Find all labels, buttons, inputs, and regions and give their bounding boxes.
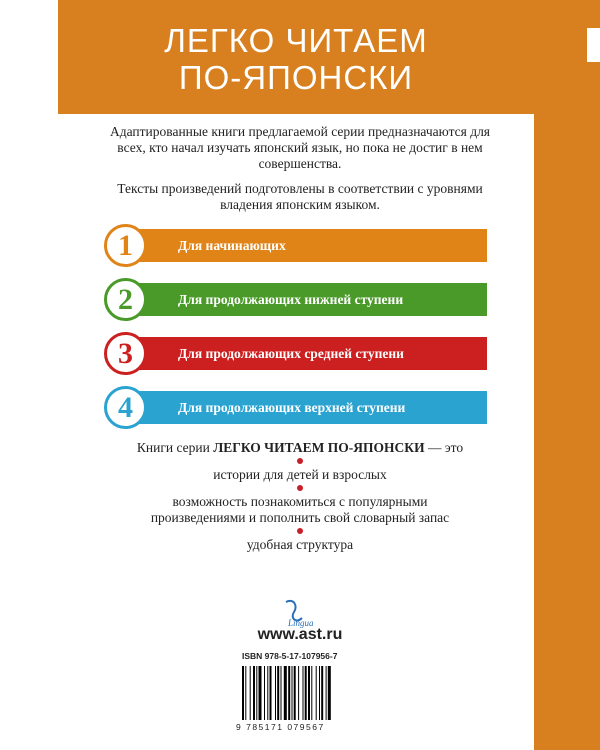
barcode-bar [259,666,262,720]
barcode-number: 9 785171 079567 [236,722,325,732]
barcode-bar [294,666,296,720]
series-title-line-2: ПО-ЯПОНСКИ [178,59,414,96]
level-1 [104,224,487,267]
level-3-label: Для продолжающих средней ступени [178,346,404,361]
barcode-bar [284,666,287,720]
level-2-number: 2 [104,278,147,321]
barcode-bar [281,666,282,720]
barcode-bar [267,666,268,720]
series-heading-prefix: Книги серии [136,440,214,455]
level-3-bar [126,337,487,370]
barcode [238,664,370,724]
series-heading-title: ЛЕГКО ЧИТАЕМ ПО-ЯПОНСКИ [213,440,425,455]
intro-text [100,124,500,222]
level-2 [104,278,487,321]
feature-item-1: истории для детей и взрослых [213,467,387,482]
series-title-banner [58,0,534,114]
series-features-heading [100,440,500,456]
barcode-bar [242,666,244,720]
level-3-number: 3 [104,332,147,375]
barcode-bar [275,666,276,720]
level-4-number: 4 [104,386,147,429]
spine-notch [587,28,600,62]
series-features [100,440,500,553]
barcode-bar [321,666,323,720]
barcode-bar [256,666,257,720]
barcode-bar [308,666,310,720]
intro-paragraph-1: Адаптированные книги предлагаемой серии предназначаются для всех, кто начал изучать японский язык, но пока не достиг в нем совершенства. [109,124,491,171]
feature-item-3: удобная структура [246,537,354,552]
bullet-dot-icon [297,528,303,534]
series-title-line-1: ЛЕГКО ЧИТАЕМ [164,22,428,59]
level-4-bar [126,391,487,424]
level-4 [104,386,487,429]
level-1-bar [126,229,487,262]
level-2-bar [126,283,487,316]
level-1-label: Для начинающих [178,238,286,253]
barcode-bar [245,666,246,720]
level-4-label: Для продолжающих верхней ступени [178,400,406,415]
barcode-bar [298,666,299,720]
barcode-bar [277,666,279,720]
publisher-url: www.ast.ru [257,626,343,643]
feature-item-2: возможность познакомиться с популярными произведениями и пополнить свой словарный запас [150,494,450,525]
bullet-dot-icon [297,485,303,491]
lingua-logo-text: Lingua [288,618,314,628]
series-heading-suffix: — это [424,440,464,455]
barcode-bar [264,666,265,720]
barcode-bar [288,666,290,720]
level-3 [104,332,487,375]
level-1-number: 1 [104,224,147,267]
intro-paragraph-2: Тексты произведений подготовлены в соответствии с уровнями владения японским языком. [117,181,483,212]
barcode-bar [270,666,272,720]
isbn: ISBN 978-5-17-107956-7 [242,651,338,661]
barcode-bar [326,666,327,720]
barcode-bar [311,666,312,720]
barcode-bar [316,666,317,720]
barcode-bar [292,666,293,720]
level-2-label: Для продолжающих нижней ступени [178,292,404,307]
barcode-bar [253,666,255,720]
barcode-bar [305,666,307,720]
bullet-dot-icon [297,458,303,464]
barcode-bar [303,666,304,720]
barcode-bar [319,666,320,720]
barcode-bar [250,666,251,720]
barcode-bar [328,666,331,720]
